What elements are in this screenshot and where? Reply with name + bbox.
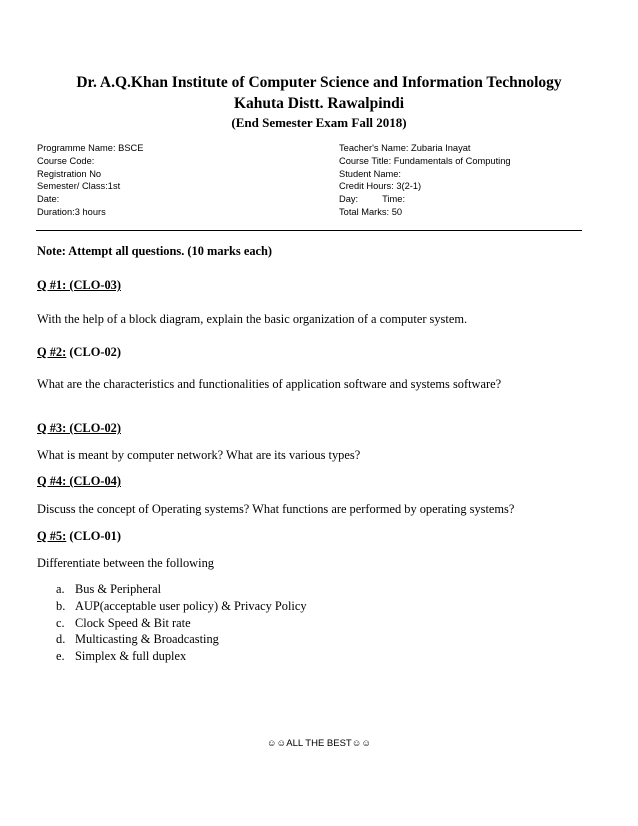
- question-3-text: What is meant by computer network? What are its various types?: [37, 448, 361, 462]
- question-5-list: [56, 581, 307, 665]
- list-item-text: Simplex & full duplex: [75, 649, 187, 664]
- question-4-label: Q #4: (CLO-04): [37, 474, 121, 488]
- exam-info-right: [339, 142, 511, 219]
- list-item: [56, 581, 307, 598]
- programme-name: Programme Name: BSCE: [37, 143, 144, 153]
- list-marker: e.: [56, 649, 65, 664]
- instructions-note: Note: Attempt all questions. (10 marks each): [37, 244, 273, 258]
- list-item: [56, 615, 307, 632]
- exam-duration: Duration:3 hours: [37, 206, 106, 217]
- question-5-label: Q #5:: [37, 529, 67, 543]
- teacher-name: Teacher's Name: Zubaria Inayat: [339, 143, 471, 153]
- question-1-label: Q #1: (CLO-03): [37, 278, 121, 292]
- total-marks: Total Marks: 50: [339, 206, 403, 217]
- list-item-text: Multicasting & Broadcasting: [75, 632, 219, 647]
- question-5-label-row: [37, 529, 121, 544]
- question-2-label-row: [37, 345, 121, 360]
- question-2-text: What are the characteristics and functionalities of application software and systems software?: [37, 377, 502, 391]
- exam-day: Day:: [339, 194, 359, 205]
- question-4-text: Discuss the concept of Operating systems? What functions are performed by operating systems?: [37, 502, 515, 516]
- exam-date: Date:: [37, 194, 60, 205]
- credit-hours: Credit Hours: 3(2-1): [339, 181, 422, 192]
- exam-time: Time:: [382, 194, 406, 205]
- day-time-row: [339, 193, 511, 206]
- institute-location: Kahuta Distt. Rawalpindi: [233, 95, 405, 112]
- semester-class: Semester/ Class:1st: [37, 181, 121, 192]
- list-item-text: Clock Speed & Bit rate: [75, 615, 191, 630]
- list-marker: a.: [56, 582, 65, 596]
- list-marker: c.: [56, 615, 65, 630]
- course-code: Course Code:: [37, 155, 95, 166]
- list-item: [56, 631, 307, 648]
- list-item: [56, 598, 307, 615]
- closing-message: ☺☺ALL THE BEST☺☺: [266, 738, 372, 749]
- question-5-text: Differentiate between the following: [37, 556, 214, 570]
- list-item-text: Bus & Peripheral: [75, 582, 162, 596]
- student-name: Student Name:: [339, 168, 402, 179]
- question-5-clo: (CLO-01): [66, 529, 121, 543]
- exam-title: (End Semester Exam Fall 2018): [231, 115, 407, 130]
- question-3-label: Q #3: (CLO-02): [37, 421, 121, 435]
- institute-title: Dr. A.Q.Khan Institute of Computer Science and Information Technology: [76, 74, 562, 91]
- registration-no: Registration No: [37, 168, 102, 179]
- question-1-text: With the help of a block diagram, explain the basic organization of a computer system.: [37, 312, 468, 326]
- question-2-clo: (CLO-02): [66, 345, 121, 359]
- course-title: Course Title: Fundamentals of Computing: [339, 155, 511, 166]
- list-marker: d.: [56, 632, 66, 647]
- list-item: [56, 648, 307, 665]
- exam-info-left: [37, 142, 143, 219]
- divider-line: [36, 230, 582, 231]
- list-item-text: AUP(acceptable user policy) & Privacy Policy: [75, 598, 307, 613]
- list-marker: b.: [56, 598, 66, 613]
- question-2-label: Q #2:: [37, 345, 67, 359]
